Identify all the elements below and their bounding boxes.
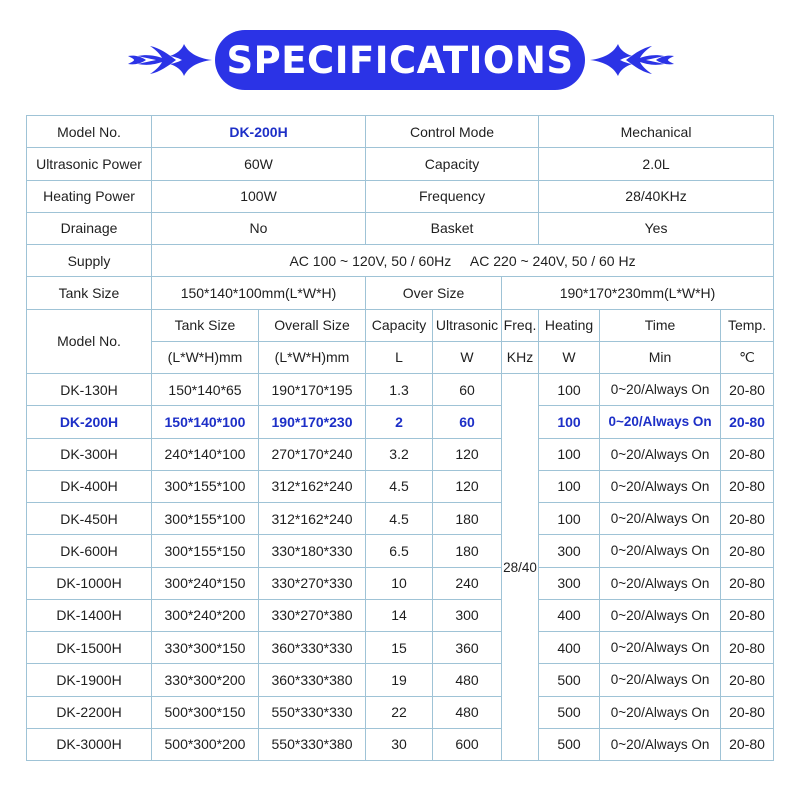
tank-size-cell: 300*155*100 xyxy=(152,503,259,535)
ultrasonic-cell: 120 xyxy=(433,438,502,470)
unit-ultrasonic: W xyxy=(433,341,502,373)
model-rows xyxy=(27,374,774,761)
summary-row xyxy=(27,245,774,277)
unit-overall-size: (L*W*H)mm xyxy=(259,341,366,373)
model-cell: DK-130H xyxy=(27,374,152,406)
model-cell: DK-400H xyxy=(27,470,152,502)
capacity-value: 2.0L xyxy=(539,148,774,180)
tank-size-cell: 150*140*100 xyxy=(152,406,259,438)
time-cell: 0~20/Always On xyxy=(600,632,721,664)
ultrasonic-power-value: 60W xyxy=(152,148,366,180)
unit-time: Min xyxy=(600,341,721,373)
ultrasonic-cell: 60 xyxy=(433,406,502,438)
temp-cell: 20-80 xyxy=(721,599,774,631)
capacity-cell: 1.3 xyxy=(366,374,433,406)
heating-cell: 300 xyxy=(539,567,600,599)
unit-capacity: L xyxy=(366,341,433,373)
time-cell: 0~20/Always On xyxy=(600,567,721,599)
temp-cell: 20-80 xyxy=(721,503,774,535)
title-banner xyxy=(215,30,585,90)
header xyxy=(0,0,800,115)
heating-cell: 400 xyxy=(539,632,600,664)
control-mode-label: Control Mode xyxy=(366,116,539,148)
overall-size-cell: 330*270*330 xyxy=(259,567,366,599)
tank-size-cell: 300*155*150 xyxy=(152,535,259,567)
temp-cell: 20-80 xyxy=(721,535,774,567)
models-section xyxy=(27,309,774,374)
overall-size-cell: 330*180*330 xyxy=(259,535,366,567)
ultrasonic-cell: 60 xyxy=(433,374,502,406)
time-cell: 0~20/Always On xyxy=(600,728,721,760)
temp-cell: 20-80 xyxy=(721,664,774,696)
header-freq: Freq. xyxy=(502,309,539,341)
ultrasonic-cell: 180 xyxy=(433,535,502,567)
model-cell: DK-200H xyxy=(27,406,152,438)
tank-size-cell: 150*140*65 xyxy=(152,374,259,406)
model-cell: DK-300H xyxy=(27,438,152,470)
control-mode-value: Mechanical xyxy=(539,116,774,148)
tank-size-cell: 500*300*150 xyxy=(152,696,259,728)
heating-cell: 100 xyxy=(539,470,600,502)
tank-size-cell: 330*300*200 xyxy=(152,664,259,696)
overall-size-cell: 360*330*380 xyxy=(259,664,366,696)
table-row xyxy=(27,599,774,631)
heating-cell: 100 xyxy=(539,406,600,438)
header-model: Model No. xyxy=(27,309,152,374)
heating-cell: 100 xyxy=(539,438,600,470)
overall-size-cell: 190*170*230 xyxy=(259,406,366,438)
model-cell: DK-600H xyxy=(27,535,152,567)
overall-size-label: Over Size xyxy=(366,277,502,309)
model-cell: DK-1000H xyxy=(27,567,152,599)
flourish-icon xyxy=(590,38,676,82)
capacity-cell: 4.5 xyxy=(366,503,433,535)
temp-cell: 20-80 xyxy=(721,374,774,406)
capacity-cell: 14 xyxy=(366,599,433,631)
heating-cell: 500 xyxy=(539,664,600,696)
overall-size-cell: 312*162*240 xyxy=(259,470,366,502)
overall-size-cell: 550*330*330 xyxy=(259,696,366,728)
table-row xyxy=(27,632,774,664)
capacity-cell: 30 xyxy=(366,728,433,760)
table-row xyxy=(27,535,774,567)
heating-power-label: Heating Power xyxy=(27,180,152,212)
drainage-value: No xyxy=(152,212,366,244)
table-row xyxy=(27,567,774,599)
tank-size-cell: 240*140*100 xyxy=(152,438,259,470)
table-row xyxy=(27,503,774,535)
capacity-label: Capacity xyxy=(366,148,539,180)
overall-size-cell: 360*330*330 xyxy=(259,632,366,664)
ultrasonic-cell: 300 xyxy=(433,599,502,631)
ultrasonic-cell: 480 xyxy=(433,696,502,728)
model-value: DK-200H xyxy=(152,116,366,148)
table-row xyxy=(27,406,774,438)
header-time: Time xyxy=(600,309,721,341)
time-cell: 0~20/Always On xyxy=(600,503,721,535)
freq-cell: 28/40 xyxy=(502,374,539,761)
header-ultrasonic: Ultrasonic xyxy=(433,309,502,341)
temp-cell: 20-80 xyxy=(721,696,774,728)
model-cell: DK-2200H xyxy=(27,696,152,728)
drainage-label: Drainage xyxy=(27,212,152,244)
temp-cell: 20-80 xyxy=(721,438,774,470)
heating-power-value: 100W xyxy=(152,180,366,212)
time-cell: 0~20/Always On xyxy=(600,664,721,696)
ultrasonic-cell: 180 xyxy=(433,503,502,535)
header-heating: Heating xyxy=(539,309,600,341)
overall-size-cell: 312*162*240 xyxy=(259,503,366,535)
ultrasonic-cell: 240 xyxy=(433,567,502,599)
model-label: Model No. xyxy=(27,116,152,148)
heating-cell: 400 xyxy=(539,599,600,631)
overall-size-cell: 190*170*195 xyxy=(259,374,366,406)
capacity-cell: 2 xyxy=(366,406,433,438)
time-cell: 0~20/Always On xyxy=(600,696,721,728)
capacity-cell: 10 xyxy=(366,567,433,599)
heating-cell: 100 xyxy=(539,374,600,406)
time-cell: 0~20/Always On xyxy=(600,470,721,502)
header-capacity: Capacity xyxy=(366,309,433,341)
temp-cell: 20-80 xyxy=(721,632,774,664)
model-cell: DK-1500H xyxy=(27,632,152,664)
ultrasonic-cell: 120 xyxy=(433,470,502,502)
summary-row xyxy=(27,148,774,180)
header-temp: Temp. xyxy=(721,309,774,341)
overall-size-cell: 550*330*380 xyxy=(259,728,366,760)
frequency-label: Frequency xyxy=(366,180,539,212)
time-cell: 0~20/Always On xyxy=(600,374,721,406)
temp-cell: 20-80 xyxy=(721,406,774,438)
table-row xyxy=(27,438,774,470)
capacity-cell: 15 xyxy=(366,632,433,664)
heating-cell: 100 xyxy=(539,503,600,535)
table-row xyxy=(27,696,774,728)
time-cell: 0~20/Always On xyxy=(600,438,721,470)
summary-row xyxy=(27,180,774,212)
summary-row xyxy=(27,116,774,148)
temp-cell: 20-80 xyxy=(721,470,774,502)
tank-size-cell: 300*155*100 xyxy=(152,470,259,502)
summary-section xyxy=(27,116,774,310)
table-row xyxy=(27,664,774,696)
overall-size-value: 190*170*230mm(L*W*H) xyxy=(502,277,774,309)
header-overall-size: Overall Size xyxy=(259,309,366,341)
ultrasonic-cell: 480 xyxy=(433,664,502,696)
time-cell: 0~20/Always On xyxy=(600,599,721,631)
tank-size-cell: 500*300*200 xyxy=(152,728,259,760)
capacity-cell: 3.2 xyxy=(366,438,433,470)
heating-cell: 300 xyxy=(539,535,600,567)
overall-size-cell: 270*170*240 xyxy=(259,438,366,470)
time-cell: 0~20/Always On xyxy=(600,535,721,567)
tank-size-value: 150*140*100mm(L*W*H) xyxy=(152,277,366,309)
temp-cell: 20-80 xyxy=(721,728,774,760)
flourish-icon xyxy=(126,38,212,82)
supply-value: AC 100 ~ 120V, 50 / 60Hz AC 220 ~ 240V, 50 / 60 Hz xyxy=(152,245,774,277)
summary-row xyxy=(27,212,774,244)
summary-row xyxy=(27,277,774,309)
unit-freq: KHz xyxy=(502,341,539,373)
tank-size-cell: 300*240*150 xyxy=(152,567,259,599)
header-tank-size: Tank Size xyxy=(152,309,259,341)
unit-heating: W xyxy=(539,341,600,373)
table-row xyxy=(27,728,774,760)
capacity-cell: 19 xyxy=(366,664,433,696)
model-cell: DK-450H xyxy=(27,503,152,535)
heating-cell: 500 xyxy=(539,696,600,728)
overall-size-cell: 330*270*380 xyxy=(259,599,366,631)
column-header-row xyxy=(27,309,774,341)
unit-tank-size: (L*W*H)mm xyxy=(152,341,259,373)
table-row xyxy=(27,374,774,406)
ultrasonic-cell: 600 xyxy=(433,728,502,760)
ultrasonic-power-label: Ultrasonic Power xyxy=(27,148,152,180)
model-cell: DK-1900H xyxy=(27,664,152,696)
temp-cell: 20-80 xyxy=(721,567,774,599)
tank-size-cell: 300*240*200 xyxy=(152,599,259,631)
basket-value: Yes xyxy=(539,212,774,244)
unit-temp: ℃ xyxy=(721,341,774,373)
time-cell: 0~20/Always On xyxy=(600,406,721,438)
model-cell: DK-3000H xyxy=(27,728,152,760)
ultrasonic-cell: 360 xyxy=(433,632,502,664)
table-row xyxy=(27,470,774,502)
supply-label: Supply xyxy=(27,245,152,277)
specifications-table xyxy=(26,115,774,761)
basket-label: Basket xyxy=(366,212,539,244)
frequency-value: 28/40KHz xyxy=(539,180,774,212)
page-title: SPECIFICATIONS xyxy=(226,38,574,82)
model-cell: DK-1400H xyxy=(27,599,152,631)
capacity-cell: 22 xyxy=(366,696,433,728)
heating-cell: 500 xyxy=(539,728,600,760)
capacity-cell: 6.5 xyxy=(366,535,433,567)
tank-size-label: Tank Size xyxy=(27,277,152,309)
capacity-cell: 4.5 xyxy=(366,470,433,502)
tank-size-cell: 330*300*150 xyxy=(152,632,259,664)
